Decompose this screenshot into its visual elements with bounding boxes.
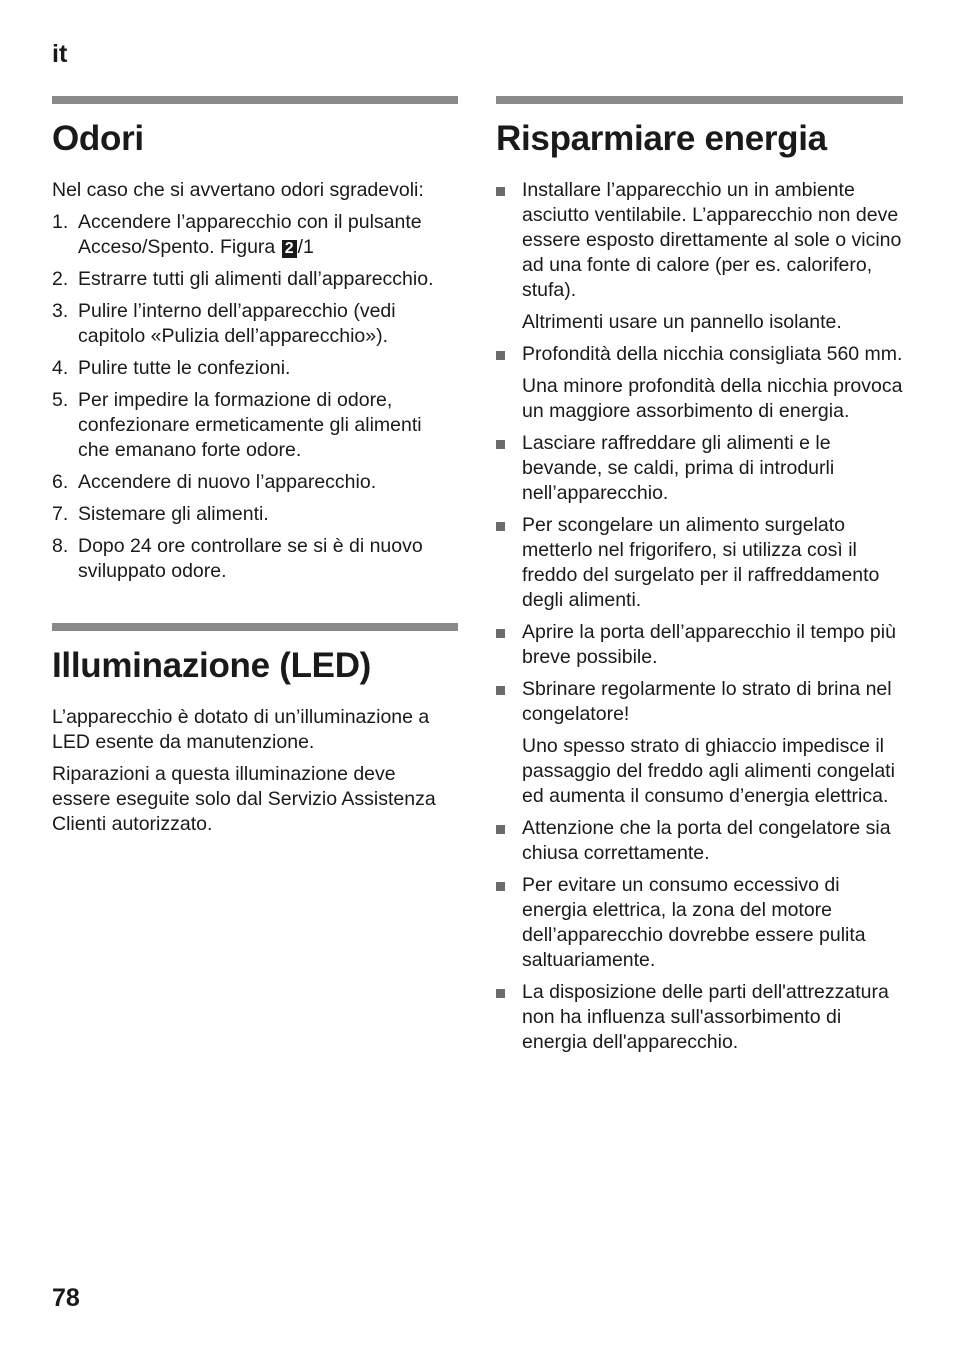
figure-ref-badge: 2 <box>282 240 297 258</box>
language-code: it <box>52 40 68 68</box>
list-item: Lasciare raffreddare gli alimenti e le bevande, se caldi, prima di introdurli nell’apparecchio. <box>496 431 903 506</box>
square-bullet-icon <box>496 440 505 449</box>
section-title-energia: Risparmiare energia <box>496 119 827 158</box>
square-bullet-icon <box>496 989 505 998</box>
list-item: 8. Dopo 24 ore controllare se si è di nuovo sviluppato odore. <box>52 535 423 582</box>
square-bullet-icon <box>496 351 505 360</box>
list-item: Per evitare un consumo eccessivo di energia elettrica, la zona del motore dell’apparecchio dovrebbe essere pulita saltuariamente. <box>496 873 903 973</box>
section-title-odori: Odori <box>52 119 144 158</box>
section-title-illuminazione: Illuminazione (LED) <box>52 646 372 685</box>
left-column <box>52 96 458 844</box>
section-rule <box>496 96 903 104</box>
list-item: 4. Pulire tutte le confezioni. <box>52 357 291 379</box>
section-rule <box>52 96 458 104</box>
section-illuminazione <box>52 623 458 837</box>
list-item: Profondità della nicchia consigliata 560 mm. Una minore profondità della nicchia provoca un maggiore assorbimento di energia. <box>496 342 903 424</box>
square-bullet-icon <box>496 825 505 834</box>
list-item: 1. Accendere l’apparecchio con il pulsante Acceso/Spento. Figura 2 /1 <box>52 211 422 258</box>
list-item: Aprire la porta dell’apparecchio il tempo più breve possibile. <box>496 620 903 670</box>
list-item: Attenzione che la porta del congelatore sia chiusa correttamente. <box>496 816 903 866</box>
odori-intro: Nel caso che si avvertano odori sgradevoli: <box>52 179 424 201</box>
list-item: 6. Accendere di nuovo l’apparecchio. <box>52 471 377 493</box>
list-item: 3. Pulire l’interno dell’apparecchio (vedi capitolo «Pulizia dell’apparecchio»). <box>52 300 396 347</box>
section-rule <box>52 623 458 631</box>
square-bullet-icon <box>496 686 505 695</box>
energia-tips <box>496 178 903 1055</box>
right-column <box>496 96 903 1062</box>
section-risparmiare-energia <box>496 96 903 1055</box>
list-item: Installare l’apparecchio un in ambiente asciutto ventilabile. L’apparecchio non deve essere esposto direttamente al sole o vicino ad una fonte di calore (per es. calorifero, stufa). Altrimenti usare un pannello isolante. <box>496 178 903 335</box>
list-item: Per scongelare un alimento surgelato metterlo nel frigorifero, si utilizza così il freddo del surgelato per il raffreddamento degli alimenti. <box>496 513 903 613</box>
square-bullet-icon <box>496 522 505 531</box>
list-item: 7. Sistemare gli alimenti. <box>52 503 269 525</box>
odori-steps <box>52 210 458 584</box>
section-odori <box>52 96 458 584</box>
list-item: Sbrinare regolarmente lo strato di brina nel congelatore! Uno spesso strato di ghiaccio impedisce il passaggio del freddo agli alimenti congelati ed aumenta il consumo d’energia elettrica. <box>496 677 903 809</box>
square-bullet-icon <box>496 629 505 638</box>
led-paragraph: Riparazioni a questa illuminazione deve essere eseguite solo dal Servizio Assistenza Clienti autorizzato. <box>52 763 436 835</box>
square-bullet-icon <box>496 882 505 891</box>
page-number: 78 <box>52 1284 80 1312</box>
list-item: La disposizione delle parti dell'attrezzatura non ha influenza sull'assorbimento di energia dell'apparecchio. <box>496 980 903 1055</box>
square-bullet-icon <box>496 187 505 196</box>
led-paragraph: L’apparecchio è dotato di un’illuminazione a LED esente da manutenzione. <box>52 706 430 753</box>
list-item: 5. Per impedire la formazione di odore, confezionare ermeticamente gli alimenti che emanano forte odore. <box>52 389 422 461</box>
list-item: 2. Estrarre tutti gli alimenti dall’apparecchio. <box>52 268 434 290</box>
